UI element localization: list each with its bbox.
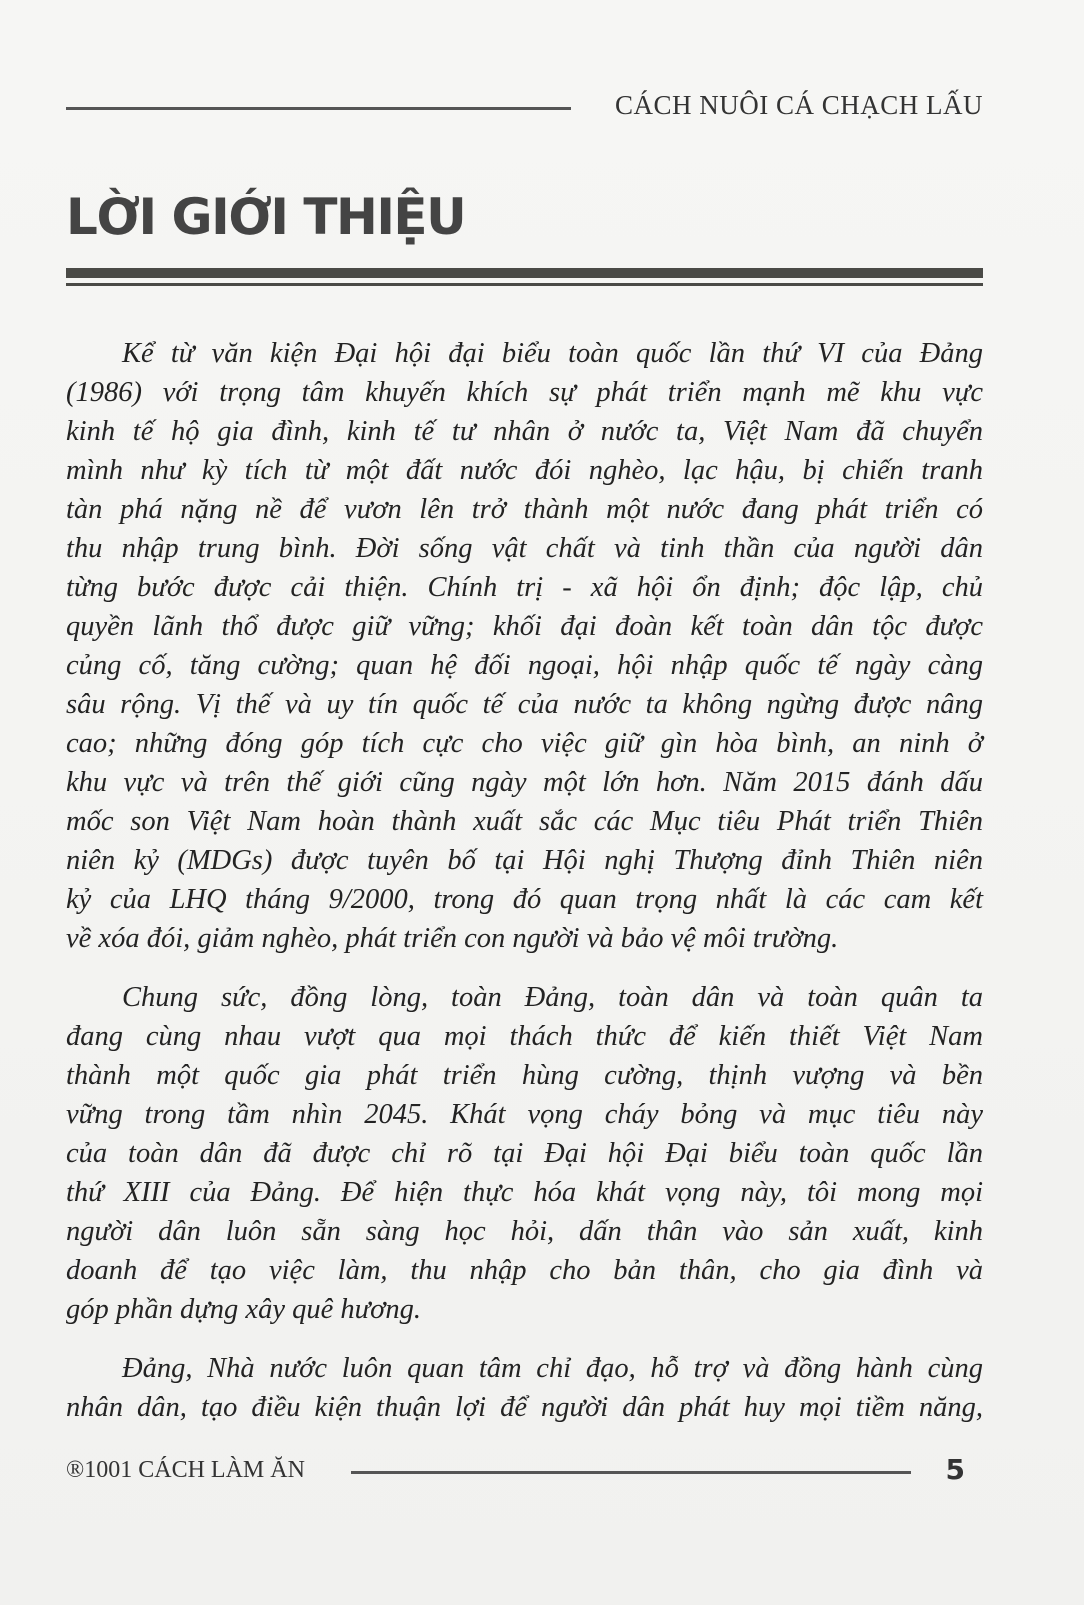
paragraph [66, 334, 983, 958]
paragraph-line: khu vực và trên thế giới cũng ngày một lớn hơn. Năm 2015 đánh dấu [66, 767, 983, 798]
paragraph-line: kinh tế hộ gia đình, kinh tế tư nhân ở nước ta, Việt Nam đã chuyển [66, 416, 983, 447]
body-text [66, 334, 983, 1447]
paragraph-line: góp phần dựng xây quê hương. [66, 1294, 421, 1325]
paragraph-line: thứ XIII của Đảng. Để hiện thực hóa khát vọng này, tôi mong mọi [66, 1177, 983, 1208]
paragraph-line: doanh để tạo việc làm, thu nhập cho bản thân, cho gia đình và [66, 1255, 983, 1286]
chapter-heading: LỜI GIỚI THIỆU [66, 188, 466, 246]
paragraph-line: Chung sức, đồng lòng, toàn Đảng, toàn dân và toàn quân ta [122, 982, 983, 1013]
paragraph-line: người dân luôn sẵn sàng học hỏi, dấn thân vào sản xuất, kinh [66, 1216, 983, 1247]
paragraph-line: quyền lãnh thổ được giữ vững; khối đại đoàn kết toàn dân tộc được [66, 611, 983, 642]
paragraph-line: củng cố, tăng cường; quan hệ đối ngoại, hội nhập quốc tế ngày càng [66, 650, 983, 681]
paragraph-line: nhân dân, tạo điều kiện thuận lợi để người dân phát huy mọi tiềm năng, [66, 1392, 983, 1423]
paragraph-line: niên kỷ (MDGs) được tuyên bố tại Hội nghị Thượng đỉnh Thiên niên [66, 845, 983, 876]
paragraph-line: thành một quốc gia phát triển hùng cường, thịnh vượng và bền [66, 1060, 983, 1091]
page-number: 5 [945, 1453, 965, 1486]
header-rule [66, 107, 571, 110]
heading-rule-thin [66, 283, 983, 286]
paragraph-line: sâu rộng. Vị thế và uy tín quốc tế của nước ta không ngừng được nâng [66, 689, 983, 720]
paragraph-line: từng bước được cải thiện. Chính trị - xã hội ổn định; độc lập, chủ [66, 572, 983, 603]
paragraph-line: (1986) với trọng tâm khuyến khích sự phát triển mạnh mẽ khu vực [66, 377, 983, 408]
paragraph-line: mình như kỳ tích từ một đất nước đói nghèo, lạc hậu, bị chiến tranh [66, 455, 983, 486]
running-header [66, 88, 983, 128]
paragraph-line: kỷ của LHQ tháng 9/2000, trong đó quan trọng nhất là các cam kết [66, 884, 983, 915]
paragraph-line: Đảng, Nhà nước luôn quan tâm chỉ đạo, hỗ trợ và đồng hành cùng [122, 1353, 983, 1384]
paragraph-line: thu nhập trung bình. Đời sống vật chất và tinh thần của người dân [66, 533, 983, 564]
paragraph-line: vững trong tầm nhìn 2045. Khát vọng cháy bỏng và mục tiêu này [66, 1099, 983, 1130]
page-footer [66, 1455, 983, 1495]
paragraph-line: mốc son Việt Nam hoàn thành xuất sắc các Mục tiêu Phát triển Thiên [66, 806, 983, 837]
paragraph-line: đang cùng nhau vượt qua mọi thách thức để kiến thiết Việt Nam [66, 1021, 983, 1052]
paragraph [66, 978, 983, 1329]
paragraph [66, 1349, 983, 1427]
series-name: ®1001 CÁCH LÀM ĂN [66, 1457, 305, 1483]
paragraph-line: tàn phá nặng nề để vươn lên trở thành một nước đang phát triển có [66, 494, 983, 525]
paragraph-line: của toàn dân đã được chỉ rõ tại Đại hội Đại biểu toàn quốc lần [66, 1138, 983, 1169]
heading-rule-thick [66, 268, 983, 278]
paragraph-line: về xóa đói, giảm nghèo, phát triển con người và bảo vệ môi trường. [66, 923, 839, 954]
footer-rule [351, 1471, 911, 1474]
paragraph-line: Kể từ văn kiện Đại hội đại biểu toàn quốc lần thứ VI của Đảng [122, 338, 983, 369]
running-header-title: CÁCH NUÔI CÁ CHẠCH LẤU [614, 90, 983, 120]
paragraph-line: cao; những đóng góp tích cực cho việc giữ gìn hòa bình, an ninh ở [66, 728, 983, 759]
